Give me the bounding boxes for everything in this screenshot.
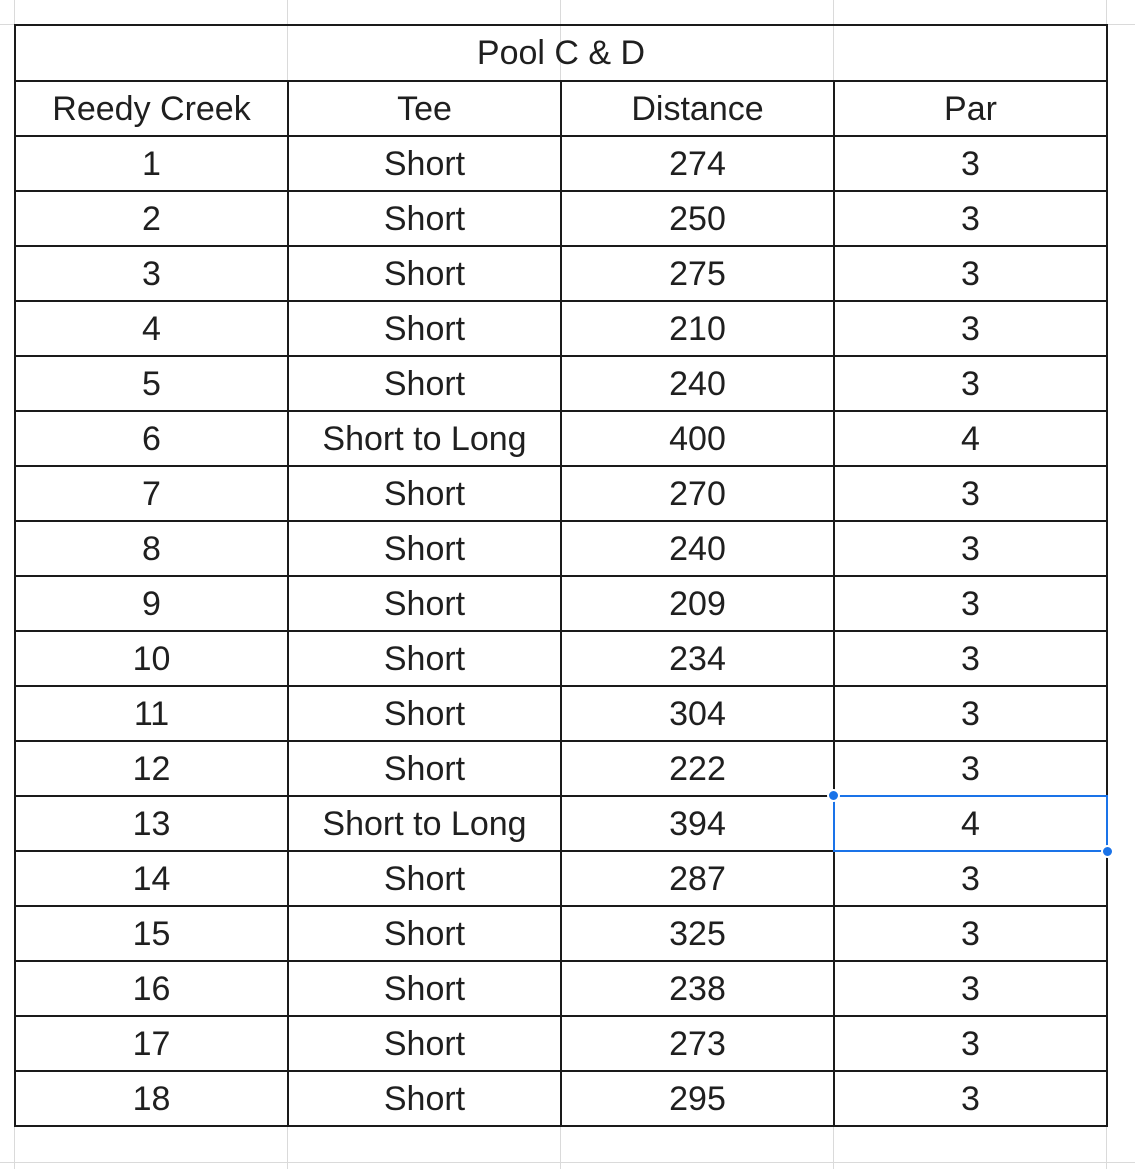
hole-cell[interactable]: 5	[15, 356, 288, 411]
tee-cell[interactable]: Short	[288, 246, 561, 301]
hole-cell[interactable]: 6	[15, 411, 288, 466]
par-cell[interactable]: 3	[834, 741, 1107, 796]
distance-cell[interactable]: 270	[561, 466, 834, 521]
distance-cell[interactable]: 209	[561, 576, 834, 631]
par-cell[interactable]: 4	[834, 411, 1107, 466]
header-tee[interactable]: Tee	[288, 81, 561, 136]
table-row	[15, 301, 1107, 356]
header-reedy-creek[interactable]: Reedy Creek	[15, 81, 288, 136]
hole-cell[interactable]: 2	[15, 191, 288, 246]
par-cell[interactable]: 3	[834, 851, 1107, 906]
par-cell[interactable]: 3	[834, 191, 1107, 246]
table-row	[15, 631, 1107, 686]
distance-cell[interactable]: 238	[561, 961, 834, 1016]
hole-cell[interactable]: 1	[15, 136, 288, 191]
table-row	[15, 1071, 1107, 1126]
hole-cell[interactable]: 16	[15, 961, 288, 1016]
title-row	[15, 25, 1107, 81]
tee-cell[interactable]: Short	[288, 741, 561, 796]
distance-cell[interactable]: 273	[561, 1016, 834, 1071]
par-cell[interactable]: 3	[834, 686, 1107, 741]
tee-cell[interactable]: Short	[288, 851, 561, 906]
cell-value: 4	[961, 804, 980, 843]
distance-cell[interactable]: 275	[561, 246, 834, 301]
tee-cell[interactable]: Short	[288, 521, 561, 576]
tee-cell[interactable]: Short	[288, 906, 561, 961]
par-cell[interactable]: 3	[834, 521, 1107, 576]
par-cell[interactable]: 3	[834, 906, 1107, 961]
table-row	[15, 411, 1107, 466]
hole-cell[interactable]: 11	[15, 686, 288, 741]
par-cell[interactable]: 3	[834, 301, 1107, 356]
par-cell[interactable]: 3	[834, 356, 1107, 411]
table-row	[15, 796, 1107, 851]
tee-cell[interactable]: Short to Long	[288, 411, 561, 466]
table-row	[15, 191, 1107, 246]
selected-par-cell[interactable]	[834, 796, 1107, 851]
table-row	[15, 466, 1107, 521]
distance-cell[interactable]: 304	[561, 686, 834, 741]
table-row	[15, 906, 1107, 961]
tee-cell[interactable]: Short	[288, 576, 561, 631]
tee-cell[interactable]: Short	[288, 961, 561, 1016]
table-row	[15, 1016, 1107, 1071]
table-row	[15, 246, 1107, 301]
distance-cell[interactable]: 394	[561, 796, 834, 851]
table-row	[15, 741, 1107, 796]
distance-cell[interactable]: 295	[561, 1071, 834, 1126]
hole-cell[interactable]: 4	[15, 301, 288, 356]
tee-cell[interactable]: Short	[288, 191, 561, 246]
tee-cell[interactable]: Short	[288, 631, 561, 686]
table-row	[15, 851, 1107, 906]
distance-cell[interactable]: 250	[561, 191, 834, 246]
table-row	[15, 686, 1107, 741]
par-cell[interactable]: 3	[834, 576, 1107, 631]
table-row	[15, 136, 1107, 191]
distance-cell[interactable]: 400	[561, 411, 834, 466]
hole-cell[interactable]: 10	[15, 631, 288, 686]
tee-cell[interactable]: Short to Long	[288, 796, 561, 851]
distance-cell[interactable]: 274	[561, 136, 834, 191]
distance-cell[interactable]: 287	[561, 851, 834, 906]
hole-cell[interactable]: 18	[15, 1071, 288, 1126]
distance-cell[interactable]: 240	[561, 356, 834, 411]
hole-cell[interactable]: 14	[15, 851, 288, 906]
hole-cell[interactable]: 17	[15, 1016, 288, 1071]
par-cell[interactable]: 3	[834, 466, 1107, 521]
table-title[interactable]: Pool C & D	[15, 25, 1107, 81]
tee-cell[interactable]: Short	[288, 466, 561, 521]
tee-cell[interactable]: Short	[288, 686, 561, 741]
par-cell[interactable]: 3	[834, 136, 1107, 191]
distance-cell[interactable]: 240	[561, 521, 834, 576]
par-cell[interactable]: 3	[834, 246, 1107, 301]
distance-cell[interactable]: 325	[561, 906, 834, 961]
table-row	[15, 356, 1107, 411]
table-row	[15, 521, 1107, 576]
tee-cell[interactable]: Short	[288, 356, 561, 411]
tee-cell[interactable]: Short	[288, 301, 561, 356]
hole-cell[interactable]: 7	[15, 466, 288, 521]
hole-cell[interactable]: 3	[15, 246, 288, 301]
hole-cell[interactable]: 13	[15, 796, 288, 851]
par-cell[interactable]: 3	[834, 1071, 1107, 1126]
distance-cell[interactable]: 234	[561, 631, 834, 686]
tee-cell[interactable]: Short	[288, 1071, 561, 1126]
par-cell[interactable]: 3	[834, 631, 1107, 686]
tee-cell[interactable]: Short	[288, 136, 561, 191]
pool-table	[14, 24, 1108, 1127]
table-row	[15, 961, 1107, 1016]
header-par[interactable]: Par	[834, 81, 1107, 136]
hole-cell[interactable]: 8	[15, 521, 288, 576]
par-cell[interactable]: 3	[834, 961, 1107, 1016]
tee-cell[interactable]: Short	[288, 1016, 561, 1071]
distance-cell[interactable]: 222	[561, 741, 834, 796]
table-row	[15, 576, 1107, 631]
par-cell[interactable]: 3	[834, 1016, 1107, 1071]
hole-cell[interactable]: 9	[15, 576, 288, 631]
hole-cell[interactable]: 12	[15, 741, 288, 796]
hole-cell[interactable]: 15	[15, 906, 288, 961]
header-distance[interactable]: Distance	[561, 81, 834, 136]
header-row	[15, 81, 1107, 136]
distance-cell[interactable]: 210	[561, 301, 834, 356]
